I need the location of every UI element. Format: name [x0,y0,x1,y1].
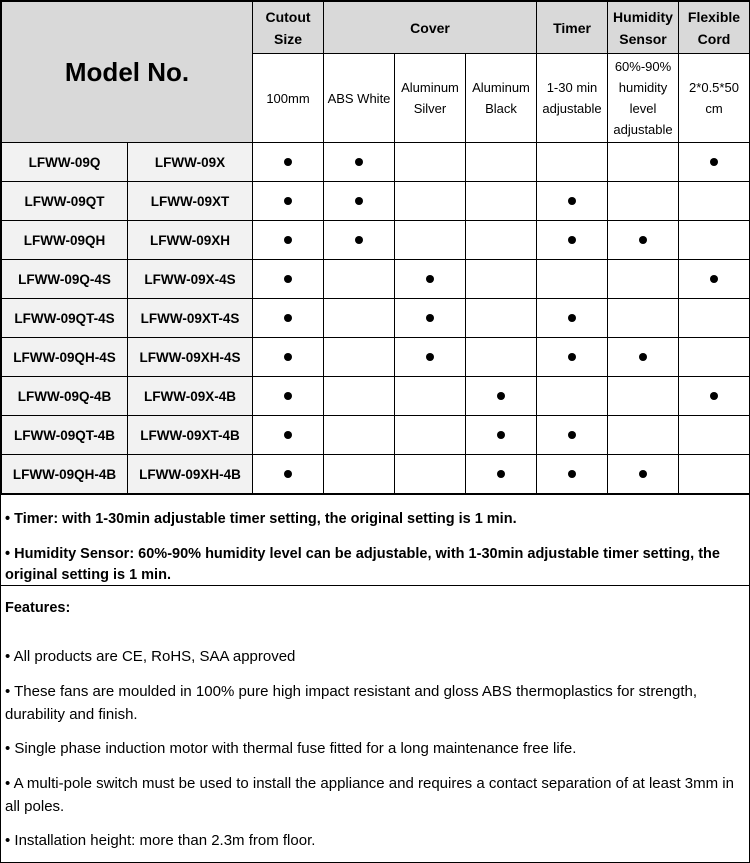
cover-abs-white: ABS White [324,54,395,143]
flexible-cord-value: 2*0.5*50 cm [679,54,750,143]
model-q-cell: LFWW-09QH-4S [2,338,128,377]
feature-cell [324,338,395,377]
timer-dot [568,314,576,322]
feature-cell [466,455,537,494]
humidity-sensor-header: Humidity Sensor [608,2,679,54]
cord-dot [710,158,718,166]
feature-cell [537,416,608,455]
aluminum-black-dot [497,392,505,400]
feature-cell [466,143,537,182]
model-x-cell: LFWW-09X-4S [128,260,253,299]
table-row [2,416,750,455]
feature-cell [679,299,750,338]
feature-cell [537,338,608,377]
cutout-dot [284,275,292,283]
feature-cell [679,260,750,299]
table-row [2,182,750,221]
feature-cell [395,182,466,221]
feature-item: • Installation height: more than 2.3m from floor. [5,832,316,849]
timer-header: Timer [537,2,608,54]
feature-cell [679,455,750,494]
feature-cell [537,299,608,338]
feature-cell [608,416,679,455]
aluminum-silver-dot [426,275,434,283]
cover-aluminum-silver: Aluminum Silver [395,54,466,143]
feature-cell [253,416,324,455]
table-row [2,221,750,260]
humidity-dot [639,470,647,478]
feature-cell [253,143,324,182]
model-x-cell: LFWW-09XH-4S [128,338,253,377]
abs-white-dot [355,236,363,244]
feature-cell [679,338,750,377]
timer-dot [568,353,576,361]
feature-cell [395,416,466,455]
model-q-cell: LFWW-09QH [2,221,128,260]
feature-cell [679,221,750,260]
humidity-note: • Humidity Sensor: 60%-90% humidity level can be adjustable, with 1-30min adjustable timer setting, the original setting is 1 min. [5,546,720,583]
feature-cell [537,221,608,260]
feature-cell [608,143,679,182]
feature-cell [608,377,679,416]
model-x-cell: LFWW-09XH-4B [128,455,253,494]
feature-cell [466,338,537,377]
feature-cell [608,260,679,299]
timer-dot [568,197,576,205]
timer-dot [568,470,576,478]
feature-cell [324,221,395,260]
abs-white-dot [355,197,363,205]
aluminum-silver-dot [426,353,434,361]
table-row [2,377,750,416]
features-section [1,585,749,863]
humidity-dot [639,236,647,244]
feature-cell [537,377,608,416]
feature-cell [395,260,466,299]
feature-cell [253,260,324,299]
feature-cell [466,416,537,455]
feature-cell [324,143,395,182]
model-x-cell: LFWW-09X-4B [128,377,253,416]
feature-cell [537,143,608,182]
abs-white-dot [355,158,363,166]
cutout-dot [284,353,292,361]
cutout-size-header: Cutout Size [253,2,324,54]
feature-cell [395,221,466,260]
feature-cell [537,455,608,494]
feature-cell [324,182,395,221]
cover-header: Cover [324,2,537,54]
cutout-dot [284,158,292,166]
aluminum-black-dot [497,470,505,478]
flexible-cord-header: Flexible Cord [679,2,750,54]
feature-cell [679,377,750,416]
feature-cell [324,455,395,494]
feature-cell [253,455,324,494]
feature-cell [608,338,679,377]
feature-cell [537,182,608,221]
cord-dot [710,275,718,283]
aluminum-silver-dot [426,314,434,322]
cutout-dot [284,197,292,205]
feature-cell [253,299,324,338]
table-row [2,260,750,299]
feature-cell [466,182,537,221]
model-x-cell: LFWW-09XT-4S [128,299,253,338]
model-q-cell: LFWW-09Q [2,143,128,182]
model-x-cell: LFWW-09X [128,143,253,182]
notes-section [1,494,749,586]
feature-cell [608,221,679,260]
cutout-dot [284,236,292,244]
feature-item: • A multi-pole switch must be used to install the appliance and requires a contact separation of at least 3mm in all poles. [5,775,734,815]
feature-cell [253,182,324,221]
feature-cell [608,182,679,221]
table-row [2,299,750,338]
feature-cell [324,260,395,299]
timer-note: • Timer: with 1-30min adjustable timer setting, the original setting is 1 min. [5,511,517,527]
feature-cell [395,338,466,377]
timer-value: 1-30 min adjustable [537,54,608,143]
feature-cell [679,416,750,455]
feature-item: • All products are CE, RoHS, SAA approved [5,648,296,665]
table-row [2,143,750,182]
cover-aluminum-black: Aluminum Black [466,54,537,143]
model-q-cell: LFWW-09QT-4S [2,299,128,338]
feature-cell [466,221,537,260]
model-q-cell: LFWW-09QT-4B [2,416,128,455]
table-row [2,338,750,377]
feature-item: • These fans are moulded in 100% pure high impact resistant and gloss ABS thermoplastics for strength, durability and finish. [5,683,698,723]
cutout-dot [284,431,292,439]
model-q-cell: LFWW-09Q-4B [2,377,128,416]
feature-cell [608,455,679,494]
feature-cell [679,143,750,182]
feature-cell [395,455,466,494]
feature-cell [395,143,466,182]
feature-cell [537,260,608,299]
feature-cell [324,416,395,455]
feature-cell [466,299,537,338]
timer-dot [568,431,576,439]
table-row [2,455,750,494]
humidity-dot [639,353,647,361]
feature-cell [253,377,324,416]
model-q-cell: LFWW-09QH-4B [2,455,128,494]
feature-cell [253,338,324,377]
cutout-dot [284,470,292,478]
model-x-cell: LFWW-09XT-4B [128,416,253,455]
feature-cell [466,260,537,299]
feature-cell [466,377,537,416]
model-spec-table [1,1,750,494]
feature-cell [324,377,395,416]
feature-cell [324,299,395,338]
model-q-cell: LFWW-09QT [2,182,128,221]
feature-cell [395,299,466,338]
feature-cell [679,182,750,221]
cutout-dot [284,314,292,322]
model-q-cell: LFWW-09Q-4S [2,260,128,299]
aluminum-black-dot [497,431,505,439]
cutout-dot [284,392,292,400]
feature-cell [253,221,324,260]
feature-item: • Single phase induction motor with thermal fuse fitted for a long maintenance free life. [5,740,577,757]
humidity-sensor-value: 60%-90% humidity level adjustable [608,54,679,143]
cord-dot [710,392,718,400]
features-title: Features: [5,600,71,616]
model-x-cell: LFWW-09XH [128,221,253,260]
model-no-header: Model No. [2,2,253,143]
feature-cell [608,299,679,338]
cutout-size-value: 100mm [253,54,324,143]
timer-dot [568,236,576,244]
model-x-cell: LFWW-09XT [128,182,253,221]
feature-cell [395,377,466,416]
